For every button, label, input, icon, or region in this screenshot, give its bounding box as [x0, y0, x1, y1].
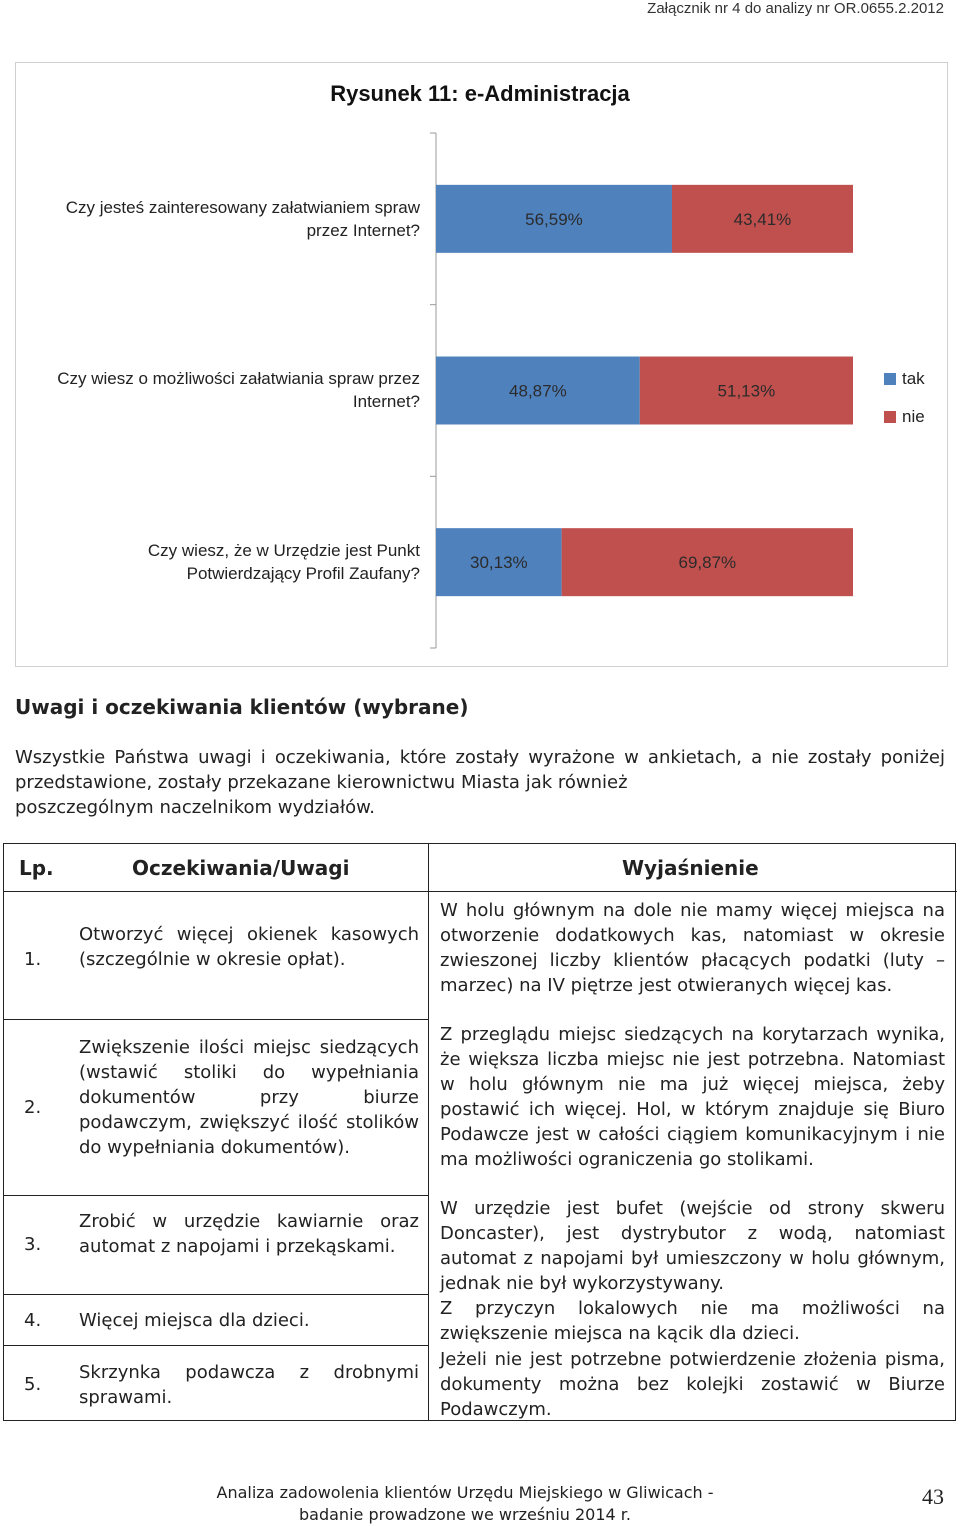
- legend-label-tak: tak: [902, 369, 925, 388]
- chart-legend: [884, 360, 925, 436]
- row-4-lp: 4.: [24, 1310, 42, 1331]
- legend-swatch-tak: [884, 373, 896, 385]
- data-label-tak-3: 30,13%: [469, 553, 528, 573]
- table-header-divider: [4, 891, 957, 892]
- table-column-divider: [428, 844, 429, 1420]
- chart-title: Rysunek 11: e-Administracja: [330, 81, 630, 106]
- category-label-3: [0, 539, 420, 585]
- row-divider-2: [4, 1195, 428, 1196]
- legend-item-nie: [884, 398, 925, 436]
- row-divider-3: [4, 1294, 428, 1295]
- row-4-explanation: Z przyczyn lokalowych nie ma możliwości na zwiększenie miejsca na kącik dla dzieci.: [440, 1298, 945, 1344]
- intro-line-2: poszczególnym naczelnikom wydziałów.: [15, 797, 375, 818]
- footer-line-1: Analiza zadowolenia klientów Urzędu Miejskiego w Gliwicach -: [216, 1483, 714, 1502]
- category-label-1: [0, 196, 420, 242]
- row-1-lp: 1.: [24, 949, 42, 970]
- legend-label-nie: nie: [902, 407, 925, 426]
- row-1-expectation: Otworzyć więcej okienek kasowych (szczególnie w okresie opłat).: [79, 924, 419, 970]
- data-label-nie-3: 69,87%: [678, 553, 737, 573]
- row-5-lp: 5.: [24, 1374, 42, 1395]
- legend-item-tak: [884, 360, 925, 398]
- page-footer: [0, 1482, 930, 1526]
- row-3-explanation: W urzędzie jest bufet (wejście od strony skweru Doncaster), jest dystrybutor z wodą, natomiast automat z napojami był umieszczony w holu głównym, jednak nie był wykorzystywany.: [440, 1198, 945, 1294]
- data-label-tak-1: 56,59%: [525, 209, 583, 229]
- header-expectations: Oczekiwania/Uwagi: [132, 856, 350, 880]
- header-explanation: Wyjaśnienie: [622, 856, 759, 880]
- category-label-3-line-2: Potwierdzający Profil Zaufany?: [186, 564, 420, 583]
- row-divider-1: [4, 1019, 428, 1020]
- row-2-explanation: Z przeglądu miejsc siedzących na korytarzach wynika, że większa liczba miejsc nie jest potrzebna. Natomiast w holu głównym nie ma już więcej miejsca, żeby postawić ich więcej. Hol, w którym znajduje się Biuro Podawcze jest w całości ciągiem komunikacyjnym i nie ma możliwości ograniczenia go stolikami.: [440, 1024, 945, 1170]
- row-5-expectation: Skrzynka podawcza z drobnymi sprawami.: [79, 1362, 419, 1408]
- category-label-2-line-2: Internet?: [352, 392, 420, 411]
- expectations-table: [3, 843, 956, 1421]
- row-3-lp: 3.: [24, 1234, 42, 1255]
- row-3-expectation: Zrobić w urzędzie kawiarnie oraz automat z napojami i przekąskami.: [79, 1211, 419, 1257]
- data-label-tak-2: 48,87%: [509, 381, 567, 401]
- header-lp: Lp.: [19, 856, 54, 880]
- row-5-explanation: Jeżeli nie jest potrzebne potwierdzenie złożenia pisma, dokumenty można bez kolejki zostawić w Biurze Podawczym.: [440, 1349, 945, 1420]
- page-number: 43: [922, 1484, 944, 1509]
- data-label-nie-1: 43,41%: [733, 209, 792, 229]
- row-1-explanation: W holu głównym na dole nie mamy więcej miejsca na otworzenie dodatkowych kas, natomiast w okresie zwieszonej liczby klientów płacących podatki (luty – marzec) na IV piętrze jest otwieranych więcej kas.: [440, 900, 945, 996]
- row-2-expectation: Zwiększenie ilości miejsc siedzących (wstawić stoliki do wypełniania dokumentów przy biurze podawczym, zwiększyć ilość stolików do wypełniania dokumentów).: [79, 1037, 419, 1158]
- section-title: Uwagi i oczekiwania klientów (wybrane): [15, 695, 469, 719]
- legend-swatch-nie: [884, 411, 896, 423]
- footer-line-2: badanie prowadzone we wrześniu 2014 r.: [299, 1505, 631, 1524]
- row-divider-4: [4, 1345, 428, 1346]
- row-4-expectation: Więcej miejsca dla dzieci.: [79, 1310, 310, 1331]
- intro-paragraph: [15, 745, 945, 820]
- category-label-3-line-1: Czy wiesz, że w Urzędzie jest Punkt: [147, 541, 420, 560]
- intro-line-1: Wszystkie Państwa uwagi i oczekiwania, które zostały wyrażone w ankietach, a nie zostały poniżej przedstawione, zostały przekazane kierownictwu Miasta jak również: [15, 747, 945, 793]
- document-reference: Załącznik nr 4 do analizy nr OR.0655.2.2012: [647, 0, 944, 17]
- category-label-1-line-1: Czy jesteś zainteresowany załatwianiem spraw: [65, 198, 420, 217]
- category-label-2-line-1: Czy wiesz o możliwości załatwiania spraw przez: [57, 369, 420, 388]
- category-label-2: [0, 367, 420, 413]
- data-label-nie-2: 51,13%: [717, 381, 776, 401]
- category-label-1-line-2: przez Internet?: [306, 221, 420, 240]
- row-2-lp: 2.: [24, 1097, 42, 1118]
